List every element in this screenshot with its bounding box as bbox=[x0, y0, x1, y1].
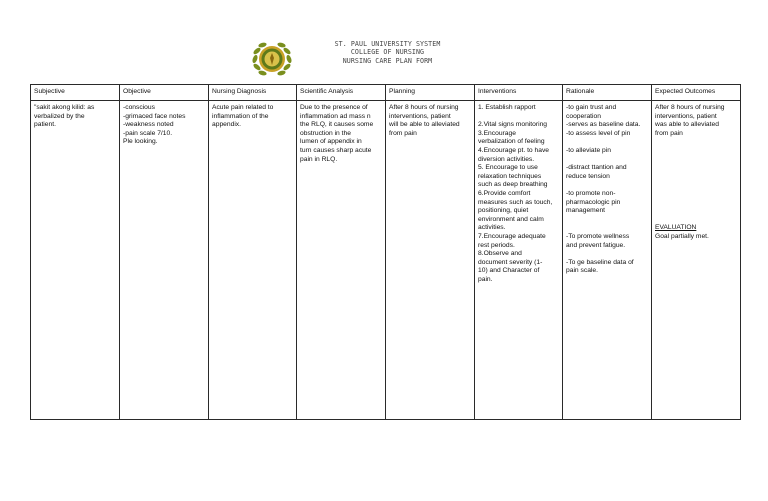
text-line: -weakness noted bbox=[123, 121, 174, 129]
text-line: pain. bbox=[478, 275, 493, 283]
text-line: appendix. bbox=[212, 121, 242, 129]
text-line: 7.Encourage adequate bbox=[478, 232, 546, 240]
form-header bbox=[300, 40, 475, 65]
line-gap bbox=[655, 164, 737, 173]
text-line: inflammation ad mass n bbox=[300, 112, 371, 120]
line-gap bbox=[655, 181, 737, 190]
text-line: Ple looking. bbox=[123, 138, 158, 146]
care-plan-table bbox=[30, 84, 741, 420]
text-line: -pain scale 7/10. bbox=[123, 129, 173, 137]
text-line: patient. bbox=[34, 121, 56, 129]
header-system-name: ST. PAUL UNIVERSITY SYSTEM bbox=[334, 40, 441, 48]
text-line: -distract ttantion and bbox=[566, 164, 627, 172]
text-line: interventions, patient bbox=[655, 112, 717, 120]
text-line: 10) and Character of bbox=[478, 267, 540, 275]
text-line: -to assess level of pin bbox=[566, 129, 631, 137]
cell-objective bbox=[120, 101, 209, 420]
line-gap bbox=[655, 199, 737, 208]
text-line: 2.Vital signs monitoring bbox=[478, 121, 548, 129]
line-gap bbox=[655, 156, 737, 165]
column-header-rationale: Rationale bbox=[563, 85, 652, 101]
text-line: cooperation bbox=[566, 112, 601, 120]
text-line: -To promote wellness bbox=[566, 232, 630, 240]
text-line: such as deep breathing bbox=[478, 181, 548, 189]
text-line: diversion activities. bbox=[478, 155, 535, 163]
text-line: -conscious bbox=[123, 104, 155, 111]
text-line: document severity (1- bbox=[478, 258, 543, 266]
text-line: 8.Observe and bbox=[478, 250, 522, 258]
evaluation-text: Goal partially met. bbox=[655, 232, 709, 240]
text-line: -to alleviate pin bbox=[566, 146, 611, 154]
line-gap bbox=[566, 156, 648, 165]
text-line: obstruction in the bbox=[300, 129, 351, 137]
text-line: 5. Encourage to use bbox=[478, 164, 538, 172]
cell-expected-outcomes bbox=[652, 101, 741, 420]
column-header-subjective: Subjective bbox=[31, 85, 120, 101]
text-line: -serves as baseline data. bbox=[566, 121, 641, 129]
text-line: verbalization of feeling bbox=[478, 138, 545, 146]
text-line: 6.Provide comfort bbox=[478, 189, 531, 197]
text-line: "sakit akong kilid: as bbox=[34, 104, 95, 111]
text-line: Due to the presence of bbox=[300, 104, 368, 111]
text-line: After 8 hours of nursing bbox=[389, 104, 459, 111]
evaluation-label: EVALUATION bbox=[655, 224, 697, 232]
text-line: activities. bbox=[478, 224, 506, 232]
cell-scientific-analysis bbox=[297, 101, 386, 420]
text-line: turn causes sharp acute bbox=[300, 146, 372, 154]
column-header-nursing-diagnosis: Nursing Diagnosis bbox=[209, 85, 297, 101]
table-header-row bbox=[31, 85, 741, 101]
text-line: inflammation of the bbox=[212, 112, 269, 120]
line-gap bbox=[655, 207, 737, 216]
line-gap bbox=[566, 181, 648, 190]
text-line: -grimaced face notes bbox=[123, 112, 186, 120]
text-line: reduce tension bbox=[566, 172, 610, 180]
text-line: the RLQ, it causes some bbox=[300, 121, 374, 129]
text-line: environment and calm bbox=[478, 215, 544, 223]
line-gap bbox=[655, 190, 737, 199]
column-header-interventions: Interventions bbox=[475, 85, 563, 101]
text-line: positioning, quiet bbox=[478, 207, 529, 215]
text-line: from pain bbox=[389, 129, 417, 137]
cell-nursing-diagnosis bbox=[209, 101, 297, 420]
line-gap bbox=[655, 138, 737, 147]
text-line: from pain bbox=[655, 129, 683, 137]
text-line: will be able to alleviated bbox=[389, 121, 460, 129]
header-form-title: NURSING CARE PLAN FORM bbox=[342, 56, 433, 65]
line-gap bbox=[655, 216, 737, 225]
text-line: pain in RLQ. bbox=[300, 155, 338, 163]
text-line: and prevent fatigue. bbox=[566, 241, 626, 249]
text-line: was able to alleviated bbox=[655, 121, 719, 129]
text-line: After 8 hours of nursing bbox=[655, 104, 725, 111]
text-line: management bbox=[566, 207, 606, 215]
cell-interventions bbox=[475, 101, 563, 420]
text-line: rest periods. bbox=[478, 241, 515, 249]
line-gap bbox=[566, 250, 648, 259]
text-line: 4.Encourage pt. to have bbox=[478, 146, 550, 154]
line-gap bbox=[655, 147, 737, 156]
column-header-expected-outcomes: Expected Outcomes bbox=[652, 85, 741, 101]
header-college-name: COLLEGE OF NURSING bbox=[350, 48, 425, 57]
text-line: 3.Encourage bbox=[478, 129, 516, 137]
text-line: pain scale. bbox=[566, 267, 598, 275]
text-line: -To ge baseline data of bbox=[566, 258, 634, 266]
text-line: Acute pain related to bbox=[212, 104, 274, 111]
text-line: lumen of appendix in bbox=[300, 138, 362, 146]
line-gap bbox=[566, 138, 648, 147]
line-gap bbox=[478, 113, 559, 122]
column-header-objective: Objective bbox=[120, 85, 209, 101]
cell-rationale bbox=[563, 101, 652, 420]
table-row bbox=[31, 101, 741, 420]
line-gap bbox=[566, 224, 648, 233]
cell-planning bbox=[386, 101, 475, 420]
text-line: -to gain trust and bbox=[566, 104, 617, 111]
text-line: verbalized by the bbox=[34, 112, 85, 120]
line-gap bbox=[566, 216, 648, 225]
text-line: relaxation techniques bbox=[478, 172, 542, 180]
university-seal-icon bbox=[249, 39, 295, 79]
column-header-scientific-analysis: Scientific Analysis bbox=[297, 85, 386, 101]
text-line: -to promote non- bbox=[566, 189, 616, 197]
line-gap bbox=[655, 173, 737, 182]
text-line: 1. Establish rapport bbox=[478, 104, 536, 111]
text-line: pharmacologic pin bbox=[566, 198, 621, 206]
text-line: interventions, patient bbox=[389, 112, 451, 120]
cell-subjective bbox=[31, 101, 120, 420]
text-line: measures such as touch, bbox=[478, 198, 553, 206]
column-header-planning: Planning bbox=[386, 85, 475, 101]
